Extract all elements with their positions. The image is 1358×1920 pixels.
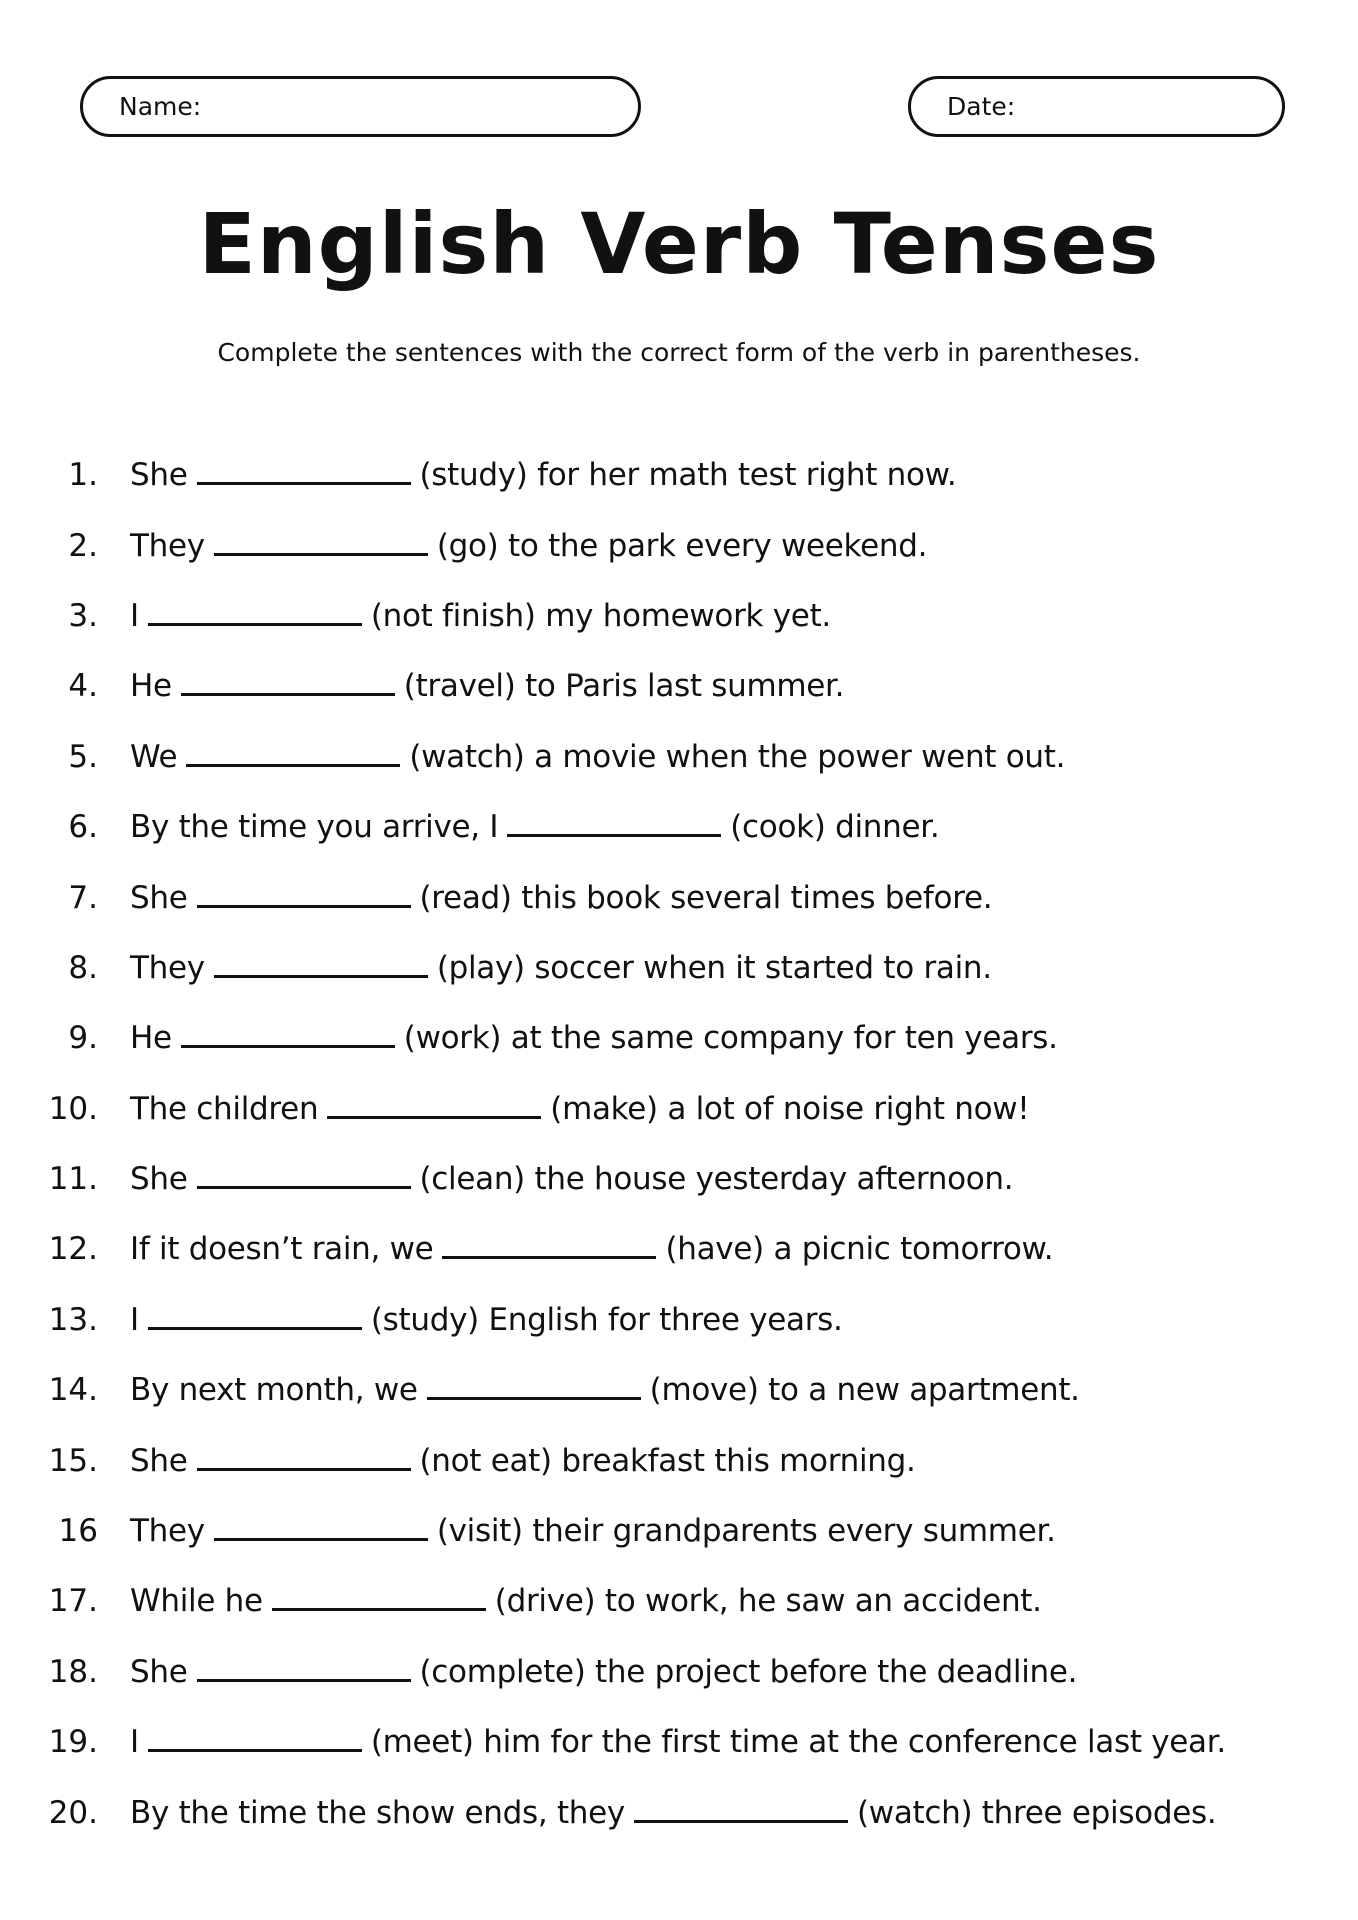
question-text	[130, 1795, 1216, 1831]
question-text-before: She	[130, 879, 188, 916]
question-number: 5.	[68, 738, 98, 775]
instructions: Complete the sentences with the correct form of the verb in parentheses.	[217, 338, 1141, 367]
question-text	[130, 457, 956, 493]
question-text-before: We	[130, 738, 178, 775]
worksheet-title: English Verb Tenses	[198, 195, 1160, 293]
question-item	[0, 722, 1358, 792]
question-text-after: (make) a lot of noise right now!	[550, 1090, 1030, 1127]
question-text	[130, 1654, 1077, 1690]
question-number: 17.	[48, 1583, 98, 1620]
answer-blank[interactable]	[148, 1728, 362, 1752]
question-number: 9.	[68, 1020, 98, 1057]
question-number: 19.	[48, 1724, 98, 1761]
question-text-after: (meet) him for the first time at the conference last year.	[370, 1724, 1226, 1761]
question-text	[130, 1302, 843, 1338]
question-number: 20.	[48, 1794, 98, 1831]
question-text	[130, 1161, 1013, 1197]
question-text-after: (not eat) breakfast this morning.	[419, 1442, 916, 1479]
question-number: 4.	[68, 668, 98, 705]
answer-blank[interactable]	[214, 532, 428, 556]
question-text	[130, 1443, 916, 1479]
question-text-before: She	[130, 1161, 188, 1198]
question-text-after: (read) this book several times before.	[419, 879, 993, 916]
answer-blank[interactable]	[197, 1447, 411, 1471]
answer-blank[interactable]	[197, 461, 411, 485]
question-text	[130, 1091, 1029, 1127]
question-text-after: (study) English for three years.	[370, 1301, 843, 1338]
name-field[interactable]	[80, 76, 641, 137]
question-item	[0, 1003, 1358, 1073]
question-text-before: He	[130, 1020, 172, 1057]
question-text	[130, 950, 992, 986]
question-text	[130, 739, 1065, 775]
question-number: 8.	[68, 949, 98, 986]
question-item	[0, 1566, 1358, 1636]
question-item	[0, 651, 1358, 721]
question-list	[0, 440, 1358, 1848]
answer-blank[interactable]	[507, 813, 721, 837]
answer-blank[interactable]	[634, 1799, 848, 1823]
question-text-after: (travel) to Paris last summer.	[403, 668, 845, 705]
question-number: 6.	[68, 809, 98, 846]
question-text-before: While he	[130, 1583, 263, 1620]
answer-blank[interactable]	[148, 1306, 362, 1330]
question-text-before: I	[130, 597, 139, 634]
question-text-before: I	[130, 1724, 139, 1761]
answer-blank[interactable]	[197, 884, 411, 908]
question-text-after: (study) for her math test right now.	[419, 457, 957, 494]
question-item	[0, 1637, 1358, 1707]
answer-blank[interactable]	[197, 1658, 411, 1682]
question-text-before: By next month, we	[130, 1372, 418, 1409]
question-text	[130, 668, 844, 704]
question-text-before: If it doesn’t rain, we	[130, 1231, 434, 1268]
answer-blank[interactable]	[186, 743, 400, 767]
question-text-after: (watch) three episodes.	[856, 1794, 1217, 1831]
question-item	[0, 581, 1358, 651]
question-text-before: They	[130, 949, 205, 986]
question-text-after: (play) soccer when it started to rain.	[436, 949, 992, 986]
question-text-before: She	[130, 1653, 188, 1690]
question-text-after: (work) at the same company for ten years.	[403, 1020, 1058, 1057]
question-item	[0, 792, 1358, 862]
question-text	[130, 1583, 1042, 1619]
question-number: 12.	[48, 1231, 98, 1268]
question-number: 2.	[68, 527, 98, 564]
question-text-after: (go) to the park every weekend.	[436, 527, 928, 564]
question-text	[130, 1020, 1058, 1056]
question-text	[130, 809, 939, 845]
question-text	[130, 880, 992, 916]
question-text	[130, 1372, 1080, 1408]
question-text-after: (not finish) my homework yet.	[370, 597, 831, 634]
question-text-after: (have) a picnic tomorrow.	[665, 1231, 1054, 1268]
question-text-after: (drive) to work, he saw an accident.	[494, 1583, 1042, 1620]
question-text-after: (move) to a new apartment.	[649, 1372, 1080, 1409]
date-label: Date:	[947, 92, 1016, 121]
question-item	[0, 510, 1358, 580]
question-text-after: (clean) the house yesterday afternoon.	[419, 1161, 1014, 1198]
question-item	[0, 1285, 1358, 1355]
answer-blank[interactable]	[214, 954, 428, 978]
answer-blank[interactable]	[181, 1024, 395, 1048]
question-text-before: She	[130, 457, 188, 494]
question-text-before: He	[130, 668, 172, 705]
answer-blank[interactable]	[148, 602, 362, 626]
question-text-before: She	[130, 1442, 188, 1479]
question-text-before: I	[130, 1301, 139, 1338]
name-label: Name:	[119, 92, 202, 121]
question-text	[130, 1724, 1226, 1760]
question-item	[0, 1777, 1358, 1847]
question-text-after: (complete) the project before the deadline.	[419, 1653, 1078, 1690]
question-number: 1.	[68, 457, 98, 494]
question-number: 7.	[68, 879, 98, 916]
question-number: 16	[58, 1513, 98, 1550]
question-text	[130, 528, 927, 564]
question-item	[0, 1355, 1358, 1425]
question-number: 14.	[48, 1372, 98, 1409]
question-item	[0, 1074, 1358, 1144]
question-text-after: (watch) a movie when the power went out.	[409, 738, 1066, 775]
answer-blank[interactable]	[327, 1095, 541, 1119]
question-number: 13.	[48, 1301, 98, 1338]
answer-blank[interactable]	[272, 1587, 486, 1611]
question-text	[130, 598, 831, 634]
answer-blank[interactable]	[214, 1517, 428, 1541]
answer-blank[interactable]	[181, 672, 395, 696]
question-text-before: They	[130, 1513, 205, 1550]
question-item	[0, 1496, 1358, 1566]
question-text-after: (visit) their grandparents every summer.	[436, 1513, 1056, 1550]
question-text-before: By the time you arrive, I	[130, 809, 499, 846]
question-text-before: By the time the show ends, they	[130, 1794, 625, 1831]
answer-blank[interactable]	[427, 1376, 641, 1400]
question-item	[0, 1425, 1358, 1495]
question-item	[0, 1214, 1358, 1284]
question-number: 18.	[48, 1653, 98, 1690]
question-text	[130, 1513, 1056, 1549]
question-number: 15.	[48, 1442, 98, 1479]
date-field[interactable]	[908, 76, 1285, 137]
answer-blank[interactable]	[442, 1235, 656, 1259]
question-item	[0, 440, 1358, 510]
answer-blank[interactable]	[197, 1165, 411, 1189]
question-number: 11.	[48, 1161, 98, 1198]
question-item	[0, 1707, 1358, 1777]
question-item	[0, 1144, 1358, 1214]
question-number: 3.	[68, 597, 98, 634]
question-text-before: The children	[130, 1090, 319, 1127]
question-text-before: They	[130, 527, 205, 564]
question-text-after: (cook) dinner.	[730, 809, 940, 846]
question-text	[130, 1231, 1053, 1267]
question-number: 10.	[48, 1090, 98, 1127]
question-item	[0, 933, 1358, 1003]
question-item	[0, 862, 1358, 932]
